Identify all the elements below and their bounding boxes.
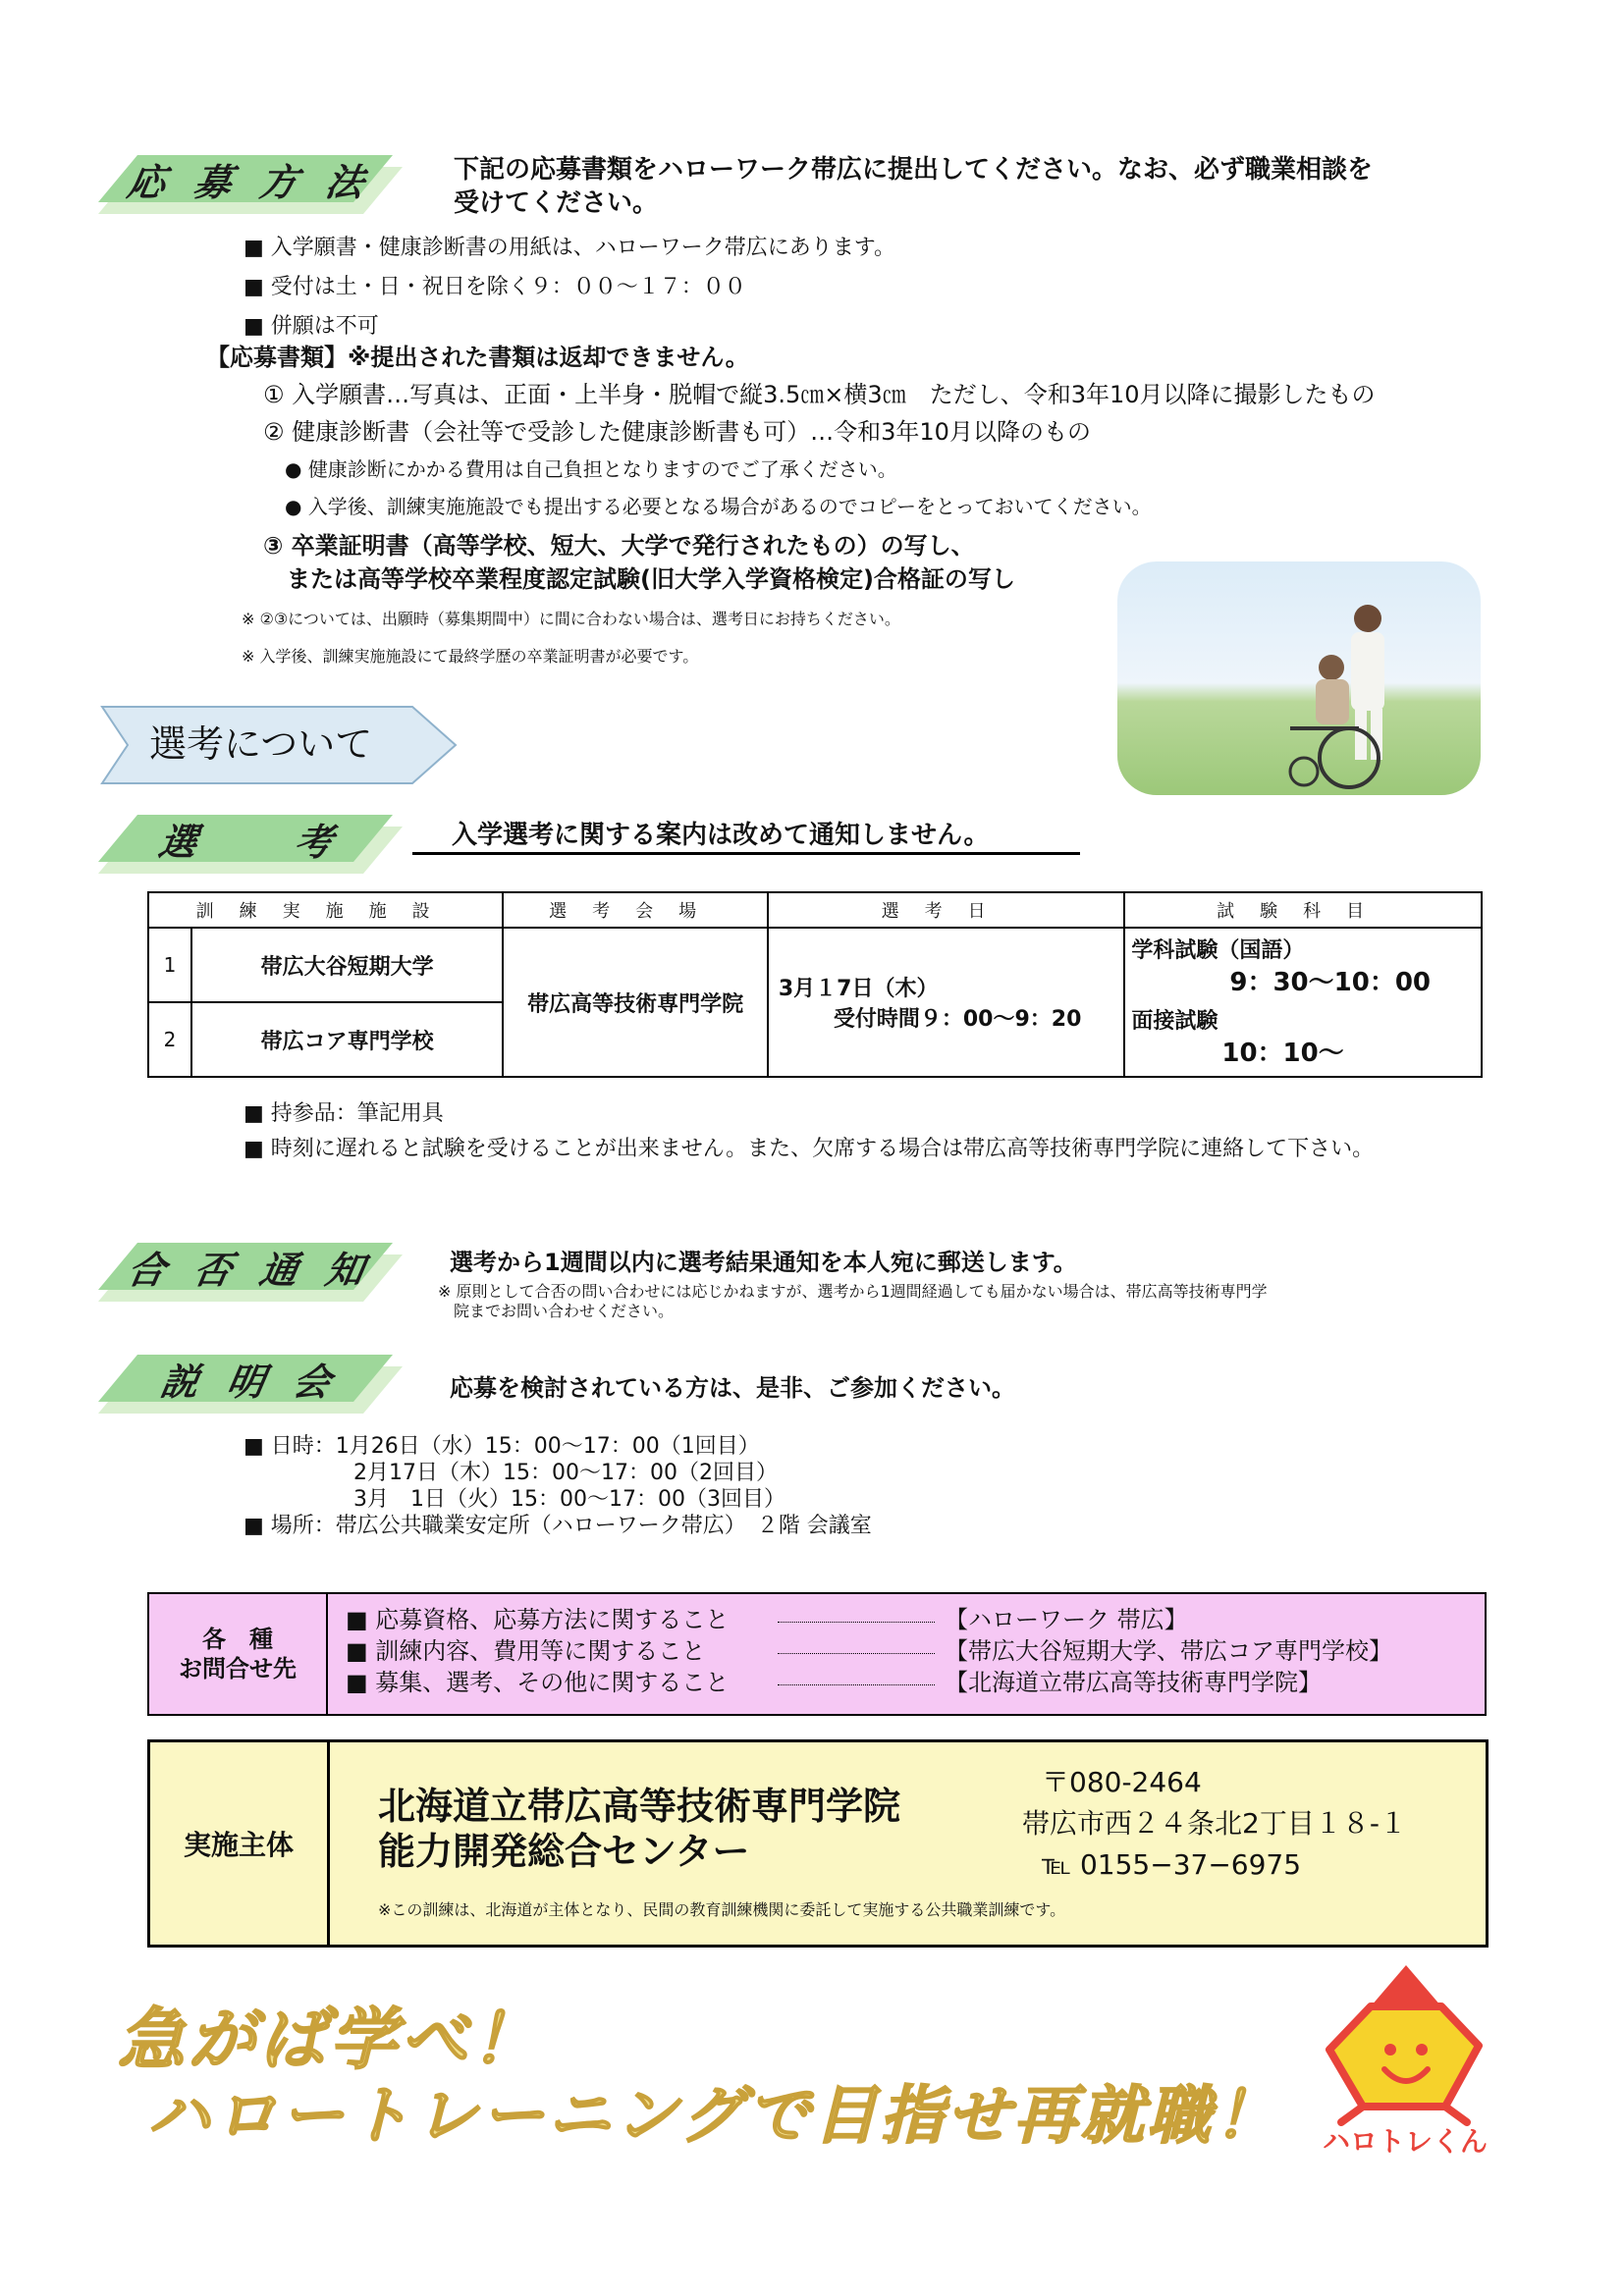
result-heading-banner — [98, 1233, 403, 1309]
result-heading: 合 否 通 知 — [124, 1248, 376, 1292]
selection-date: 3月１7日（木） — [778, 977, 939, 1001]
briefing-heading: 説 明 会 — [157, 1360, 343, 1404]
list-item: ■ 受付は土・日・祝日を除く９：００～１７：００ — [244, 275, 746, 299]
apply-lead-line-1: 下記の応募書類をハローワーク帯広に提出してください。なお、必ず職業相談を — [454, 155, 1374, 185]
row-number: 1 — [148, 928, 191, 1002]
list-item: ■ 併願は不可 — [244, 314, 379, 339]
briefing-details — [244, 1433, 872, 1539]
subject-2: 面接試験 — [1131, 1009, 1218, 1034]
organizer-name-1: 北海道立帯広高等技術専門学院 — [378, 1785, 901, 1828]
header-subject: 試験科目 — [1124, 892, 1482, 928]
row-school: 帯広コア専門学校 — [191, 1002, 503, 1077]
doc-1: ① 入学願書…写真は、正面・上半身・脱帽で縦3.5㎝×横3㎝ ただし、令和3年10月以降に撮影したもの — [263, 381, 1376, 408]
selection-heading-banner — [98, 805, 403, 881]
doc-2-note-1: ● 健康診断にかかる費用は自己負担となりますのでご了承ください。 — [285, 457, 897, 481]
slogan-line-1: 急がば学べ！ — [118, 2002, 543, 2079]
docs-title: 【応募書類】※提出された書類は返却できません。 — [206, 344, 749, 371]
table-header-row — [148, 892, 1482, 928]
row-school: 帯広大谷短期大学 — [191, 928, 503, 1002]
briefing-heading-banner — [98, 1345, 403, 1421]
result-note-line-2: 院までお問い合わせください。 — [454, 1302, 675, 1320]
list-item: ■ 募集、選考、その他に関すること 【北海道立帯広高等技術専門学院】 — [346, 1669, 1322, 1696]
table-row — [148, 928, 1482, 1002]
apply-note-2: ※ 入学後、訓練実施施設にて最終学歴の卒業証明書が必要です。 — [242, 647, 699, 666]
wheelchair-caregiver-photo — [1117, 561, 1481, 795]
header-date: 選考日 — [768, 892, 1124, 928]
briefing-date-1: 1月26日（水）15：00～17：00（1回目） — [335, 1434, 760, 1459]
organizer-address: 帯広市西２４条北2丁目１８-１ — [1022, 1807, 1407, 1840]
organizer-postal: 〒080-2464 — [1042, 1766, 1202, 1798]
list-item: ■ 時刻に遅れると試験を受けることが出来ません。また、欠席する場合は帯広高等技術専門学院に連絡して下さい。 — [244, 1137, 1375, 1161]
result-note-line-1: ※ 原則として合否の問い合わせには応じかねますが、選考から1週間経過しても届かない場合は、帯広高等技術専門学 — [438, 1282, 1268, 1301]
selection-header: 選考について — [149, 722, 373, 766]
organizer-note: ※この訓練は、北海道が主体となり、民間の教育訓練機関に委託して実施する公共職業訓練です。 — [378, 1900, 1066, 1919]
organizer-name-2: 能力開発総合センター — [378, 1830, 750, 1873]
selection-heading: 選 考 — [155, 820, 345, 864]
time-2: 10：10～ — [1221, 1039, 1344, 1068]
result-note — [438, 1282, 1268, 1321]
list-item: ■ 持参品：筆記用具 — [244, 1101, 444, 1126]
doc-3b: または高等学校卒業程度認定試験(旧大学入学資格検定)合格証の写し — [287, 565, 1015, 593]
mascot-name: ハロトレくん — [1322, 2125, 1488, 2158]
briefing-lead: 応募を検討されている方は、是非、ご参加ください。 — [450, 1374, 1015, 1402]
apply-bullets — [244, 234, 895, 342]
apply-heading-banner — [98, 145, 403, 222]
briefing-date-row — [244, 1433, 872, 1460]
contacts-label — [149, 1594, 328, 1714]
header-school: 訓練実施施設 — [148, 892, 503, 928]
contacts-list — [346, 1604, 1392, 1698]
selection-header-banner — [98, 703, 461, 791]
photo-illustration — [1117, 561, 1481, 795]
slogan-line-2: ハロートレーニングで目指せ再就職！ — [147, 2080, 1281, 2153]
apply-lead-line-2: 受けてください。 — [454, 188, 659, 218]
time-1: 9：30～10：00 — [1229, 968, 1431, 997]
row-number: 2 — [148, 1002, 191, 1077]
briefing-place: ■ 場所：帯広公共職業安定所（ハローワーク帯広） ２階 会議室 — [244, 1514, 872, 1538]
reception-time: 受付時間９：00～9：20 — [833, 1007, 1082, 1032]
organizer-tel: ℡ 0155−37−6975 — [1042, 1848, 1302, 1881]
doc-3a: ③ 卒業証明書（高等学校、短大、大学で発行されたもの）の写し、 — [263, 532, 975, 560]
date-cell — [768, 928, 1124, 1077]
header-venue: 選考会場 — [503, 892, 768, 928]
mascot-illustration — [1312, 1959, 1498, 2126]
leader-line — [778, 1667, 935, 1685]
list-item: ■ 訓練内容、費用等に関すること 【帯広大谷短期大学、帯広コア専門学校】 — [346, 1637, 1392, 1665]
list-item: ■ 入学願書・健康診断書の用紙は、ハローワーク帯広にあります。 — [244, 236, 896, 260]
leader-line — [778, 1604, 935, 1623]
venue-cell: 帯広高等技術専門学院 — [503, 928, 768, 1077]
doc-2-note-2: ● 入学後、訓練実施施設でも提出する必要となる場合があるのでコピーをとっておいてください。 — [285, 495, 1152, 518]
subject-1: 学科試験（国語） — [1131, 938, 1305, 963]
apply-lead — [454, 153, 1494, 220]
apply-heading: 応 募 方 法 — [124, 160, 376, 204]
contacts-label-1: 各 種 — [202, 1626, 273, 1653]
briefing-date-2: 2月17日（木）15：00～17：00（2回目） — [353, 1461, 778, 1485]
briefing-date-3: 3月 1日（火）15：00～17：00（3回目） — [353, 1487, 785, 1512]
result-lead: 選考から1週間以内に選考結果通知を本人宛に郵送します。 — [450, 1249, 1077, 1276]
leader-line — [778, 1635, 935, 1654]
selection-table — [147, 891, 1483, 1078]
doc-2: ② 健康診断書（会社等で受診した健康診断書も可）…令和3年10月以降のもの — [263, 418, 1091, 446]
organizer-box — [147, 1739, 1489, 1948]
contacts-label-2: お問合せ先 — [179, 1655, 297, 1682]
list-item: ■ 応募資格、応募方法に関すること 【ハローワーク 帯広】 — [346, 1606, 1188, 1633]
organizer-name — [378, 1784, 900, 1874]
selection-bullets — [244, 1099, 1540, 1164]
smiling-pencil-mascot-icon — [1312, 1959, 1498, 2156]
contacts-box — [147, 1592, 1487, 1716]
briefing-dates-label: ■ 日時： — [244, 1434, 336, 1459]
apply-note-1: ※ ②③については、出願時（募集期間中）に間に合わない場合は、選考日にお持ちください。 — [242, 610, 900, 628]
selection-lead: 入学選考に関する案内は改めて通知しません。 — [412, 819, 1080, 855]
organizer-contact — [1022, 1762, 1407, 1886]
organizer-label: 実施主体 — [150, 1742, 330, 1945]
subject-cell — [1124, 928, 1482, 1077]
